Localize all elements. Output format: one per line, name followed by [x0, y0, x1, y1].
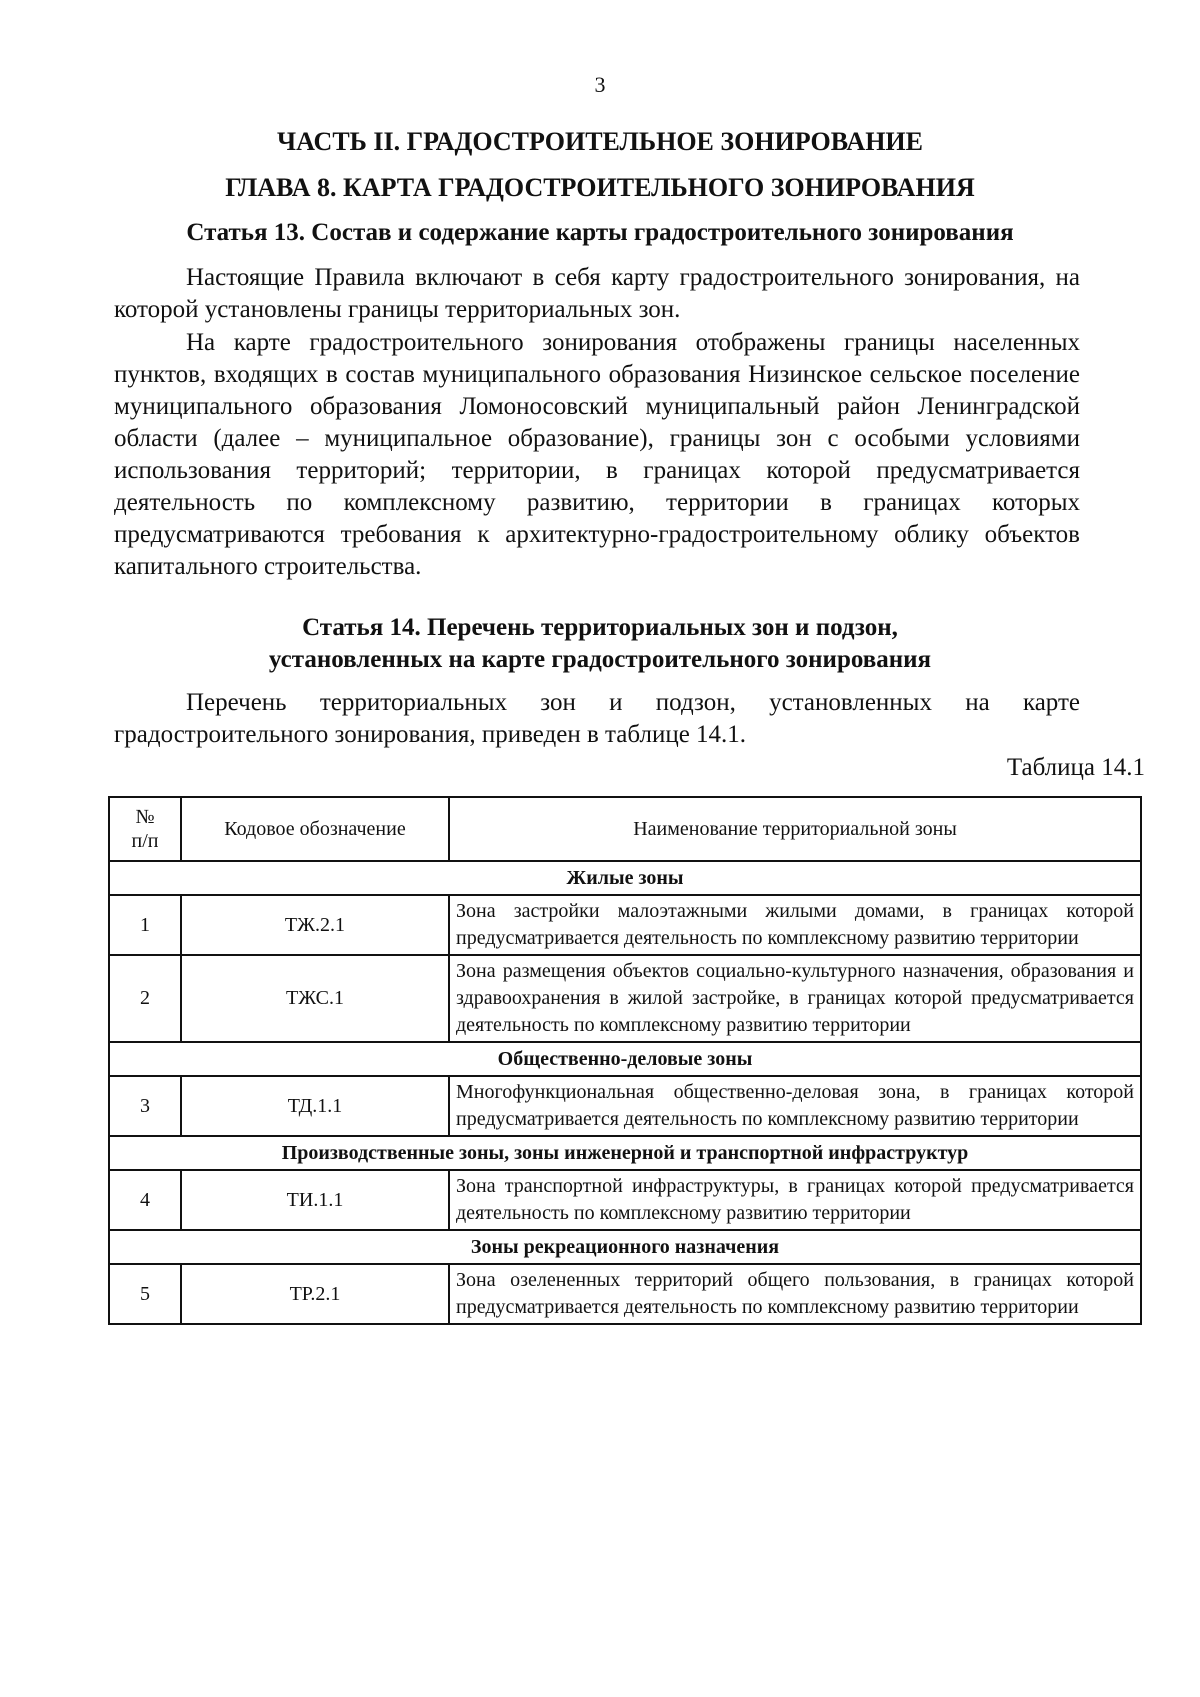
group-row-recreational — [109, 1230, 1141, 1264]
row-zone-name: Зона транспортной инфраструктуры, в границах которой предусматривается деятельность по комплексному развитию территории — [449, 1170, 1141, 1230]
row-code: ТЖ.2.1 — [181, 895, 449, 955]
article-13-title: Статья 13. Состав и содержание карты градостроительного зонирования — [186, 219, 1014, 246]
chapter-title: ГЛАВА 8. КАРТА ГРАДОСТРОИТЕЛЬНОГО ЗОНИРОВАНИЯ — [225, 173, 975, 202]
article-13-paragraph-2: На карте градостроительного зонирования отображены границы населенных пунктов, входящих в состав муниципального образования Низинское сельское поселение муниципального образования Ломоносовский муниципальный район Ленинградской области (далее – муниципальное образование), границы зон с особыми условиями использования территорий; территории, в границах которой предусматривается деятельность по комплексному развитию, территории в границах которых предусматриваются требования к архитектурно-градостроительному облику объектов капитального строительства. — [114, 329, 1080, 580]
header-name: Наименование территориальной зоны — [449, 797, 1141, 861]
page-number: 3 — [594, 72, 606, 97]
row-zone-name: Многофункциональная общественно-деловая зона, в границах которой предусматривается деятельность по комплексному развитию территории — [449, 1076, 1141, 1136]
row-num: 5 — [109, 1264, 181, 1324]
row-code: ТД.1.1 — [181, 1076, 449, 1136]
group-title: Общественно-деловые зоны — [109, 1042, 1141, 1076]
row-num: 4 — [109, 1170, 181, 1230]
row-zone-name: Зона размещения объектов социально-культурного назначения, образования и здравоохранения в жилой застройке, в границах которой предусматривается деятельность по комплексному развитию территории — [449, 955, 1141, 1042]
group-title: Зоны рекреационного назначения — [109, 1230, 1141, 1264]
article-13-paragraph-1: Настоящие Правила включают в себя карту градостроительного зонирования, на которой установлены границы территориальных зон. — [114, 264, 1080, 323]
article-14-title-line-2: установленных на карте градостроительного зонирования — [268, 646, 932, 673]
part-title: ЧАСТЬ II. ГРАДОСТРОИТЕЛЬНОЕ ЗОНИРОВАНИЕ — [276, 127, 923, 156]
table-caption: Таблица 14.1 — [1006, 754, 1145, 781]
table-row — [109, 1264, 1141, 1324]
group-title: Производственные зоны, зоны инженерной и транспортной инфраструктур — [109, 1136, 1141, 1170]
table-row — [109, 895, 1141, 955]
group-row-industrial — [109, 1136, 1141, 1170]
article-14-title-line-1: Статья 14. Перечень территориальных зон и подзон, — [302, 614, 898, 641]
row-code: ТР.2.1 — [181, 1264, 449, 1324]
group-title: Жилые зоны — [109, 861, 1141, 895]
group-row-residential — [109, 861, 1141, 895]
row-code: ТЖС.1 — [181, 955, 449, 1042]
row-num: 2 — [109, 955, 181, 1042]
row-zone-name: Зона застройки малоэтажными жилыми домами, в границах которой предусматривается деятельность по комплексному развитию территории — [449, 895, 1141, 955]
table-row — [109, 1170, 1141, 1230]
zones-table — [108, 796, 1142, 1325]
article-14-title — [0, 612, 1200, 676]
row-num: 1 — [109, 895, 181, 955]
table-row — [109, 955, 1141, 1042]
table-row — [109, 1076, 1141, 1136]
header-num: № п/п — [109, 797, 181, 861]
row-zone-name: Зона озелененных территорий общего пользования, в границах которой предусматривается деятельность по комплексному развитию территории — [449, 1264, 1141, 1324]
article-14-paragraph: Перечень территориальных зон и подзон, установленных на карте градостроительного зонирования, приведен в таблице 14.1. — [114, 689, 1080, 748]
row-num: 3 — [109, 1076, 181, 1136]
table-header-row — [109, 797, 1141, 861]
header-code: Кодовое обозначение — [181, 797, 449, 861]
group-row-business — [109, 1042, 1141, 1076]
row-code: ТИ.1.1 — [181, 1170, 449, 1230]
